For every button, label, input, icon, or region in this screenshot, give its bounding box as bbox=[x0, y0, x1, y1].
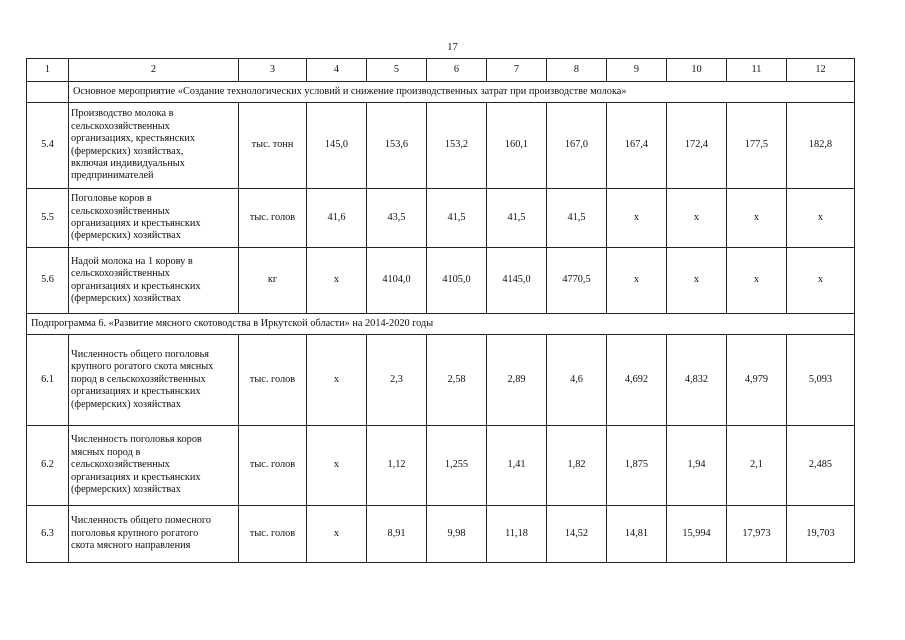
value-cell: 4,6 bbox=[547, 335, 607, 426]
column-number: 2 bbox=[69, 59, 239, 82]
row-number: 5.6 bbox=[27, 248, 69, 314]
column-number: 7 bbox=[487, 59, 547, 82]
value-cell: х bbox=[307, 335, 367, 426]
value-cell: 153,6 bbox=[367, 103, 427, 189]
value-cell: 41,5 bbox=[427, 189, 487, 248]
value-cell: 14,81 bbox=[607, 506, 667, 563]
value-cell: 4,979 bbox=[727, 335, 787, 426]
value-cell: 1,255 bbox=[427, 426, 487, 506]
unit-cell: тыс. голов bbox=[239, 426, 307, 506]
column-number: 6 bbox=[427, 59, 487, 82]
value-cell: х bbox=[787, 248, 855, 314]
value-cell: 41,5 bbox=[547, 189, 607, 248]
value-cell: 4,692 bbox=[607, 335, 667, 426]
section-row bbox=[27, 314, 855, 335]
page-number: 17 bbox=[447, 42, 458, 53]
column-numbers-row bbox=[27, 59, 855, 82]
value-cell: 15,994 bbox=[667, 506, 727, 563]
row-number: 5.5 bbox=[27, 189, 69, 248]
value-cell: 172,4 bbox=[667, 103, 727, 189]
value-cell: 4,832 bbox=[667, 335, 727, 426]
value-cell: 2,58 bbox=[427, 335, 487, 426]
column-number: 10 bbox=[667, 59, 727, 82]
indicator-name: Производство молока в сельскохозяйственных организациях, крестьянских (фермерских) хозяйствах, включая индивидуальных предпринимателей bbox=[69, 103, 239, 189]
value-cell: 5,093 bbox=[787, 335, 855, 426]
column-number: 4 bbox=[307, 59, 367, 82]
indicator-name: Поголовье коров в сельскохозяйственных организациях и крестьянских (фермерских) хозяйствах bbox=[69, 189, 239, 248]
value-cell: 145,0 bbox=[307, 103, 367, 189]
row-number: 6.2 bbox=[27, 426, 69, 506]
value-cell: 19,703 bbox=[787, 506, 855, 563]
indicator-name: Надой молока на 1 корову в сельскохозяйственных организациях и крестьянских (фермерских) хозяйствах bbox=[69, 248, 239, 314]
value-cell: х bbox=[667, 189, 727, 248]
table-row bbox=[27, 426, 855, 506]
value-cell: 1,94 bbox=[667, 426, 727, 506]
column-number: 1 bbox=[27, 59, 69, 82]
unit-cell: кг bbox=[239, 248, 307, 314]
table-row bbox=[27, 248, 855, 314]
column-number: 12 bbox=[787, 59, 855, 82]
value-cell: 4104,0 bbox=[367, 248, 427, 314]
row-number: 6.1 bbox=[27, 335, 69, 426]
value-cell: 153,2 bbox=[427, 103, 487, 189]
value-cell: 11,18 bbox=[487, 506, 547, 563]
unit-cell: тыс. голов bbox=[239, 335, 307, 426]
column-number: 5 bbox=[367, 59, 427, 82]
value-cell: 2,1 bbox=[727, 426, 787, 506]
value-cell: 1,82 bbox=[547, 426, 607, 506]
table-row bbox=[27, 103, 855, 189]
value-cell: 14,52 bbox=[547, 506, 607, 563]
unit-cell: тыс. голов bbox=[239, 506, 307, 563]
value-cell: х bbox=[607, 248, 667, 314]
value-cell: 41,6 bbox=[307, 189, 367, 248]
value-cell: 9,98 bbox=[427, 506, 487, 563]
indicator-name: Численность общего поголовья крупного рогатого скота мясных пород в сельскохозяйственных организациях и крестьянских (фермерских) хозяйствах bbox=[69, 335, 239, 426]
table-row bbox=[27, 506, 855, 563]
table-row bbox=[27, 335, 855, 426]
unit-cell: тыс. голов bbox=[239, 189, 307, 248]
column-number: 9 bbox=[607, 59, 667, 82]
table-row bbox=[27, 189, 855, 248]
value-cell: 1,875 bbox=[607, 426, 667, 506]
section-row bbox=[27, 82, 855, 103]
column-number: 8 bbox=[547, 59, 607, 82]
value-cell: 2,3 bbox=[367, 335, 427, 426]
value-cell: 4145,0 bbox=[487, 248, 547, 314]
value-cell: 2,89 bbox=[487, 335, 547, 426]
value-cell: х bbox=[667, 248, 727, 314]
value-cell: х bbox=[787, 189, 855, 248]
indicators-table bbox=[26, 58, 855, 563]
section-title: Подпрограмма 6. «Развитие мясного скотоводства в Иркутской области» на 2014-2020 годы bbox=[27, 314, 855, 335]
value-cell: 2,485 bbox=[787, 426, 855, 506]
value-cell: х bbox=[307, 506, 367, 563]
value-cell: 1,12 bbox=[367, 426, 427, 506]
value-cell: 167,0 bbox=[547, 103, 607, 189]
value-cell: 17,973 bbox=[727, 506, 787, 563]
column-number: 11 bbox=[727, 59, 787, 82]
value-cell: х bbox=[307, 248, 367, 314]
value-cell: х bbox=[307, 426, 367, 506]
value-cell: 43,5 bbox=[367, 189, 427, 248]
value-cell: 1,41 bbox=[487, 426, 547, 506]
value-cell: 177,5 bbox=[727, 103, 787, 189]
row-number: 5.4 bbox=[27, 103, 69, 189]
value-cell: 41,5 bbox=[487, 189, 547, 248]
row-number: 6.3 bbox=[27, 506, 69, 563]
value-cell: 167,4 bbox=[607, 103, 667, 189]
indicator-name: Численность общего помесного поголовья крупного рогатого скота мясного направления bbox=[69, 506, 239, 563]
value-cell: х bbox=[727, 248, 787, 314]
column-number: 3 bbox=[239, 59, 307, 82]
value-cell: 4770,5 bbox=[547, 248, 607, 314]
value-cell: 160,1 bbox=[487, 103, 547, 189]
value-cell: 8,91 bbox=[367, 506, 427, 563]
value-cell: 4105,0 bbox=[427, 248, 487, 314]
value-cell: х bbox=[727, 189, 787, 248]
indicator-name: Численность поголовья коров мясных пород в сельскохозяйственных организациях и крестьянских (фермерских) хозяйствах bbox=[69, 426, 239, 506]
value-cell: 182,8 bbox=[787, 103, 855, 189]
unit-cell: тыс. тонн bbox=[239, 103, 307, 189]
value-cell: х bbox=[607, 189, 667, 248]
section-title: Основное мероприятие «Создание технологических условий и снижение производственных затрат при производстве молока» bbox=[69, 82, 855, 103]
